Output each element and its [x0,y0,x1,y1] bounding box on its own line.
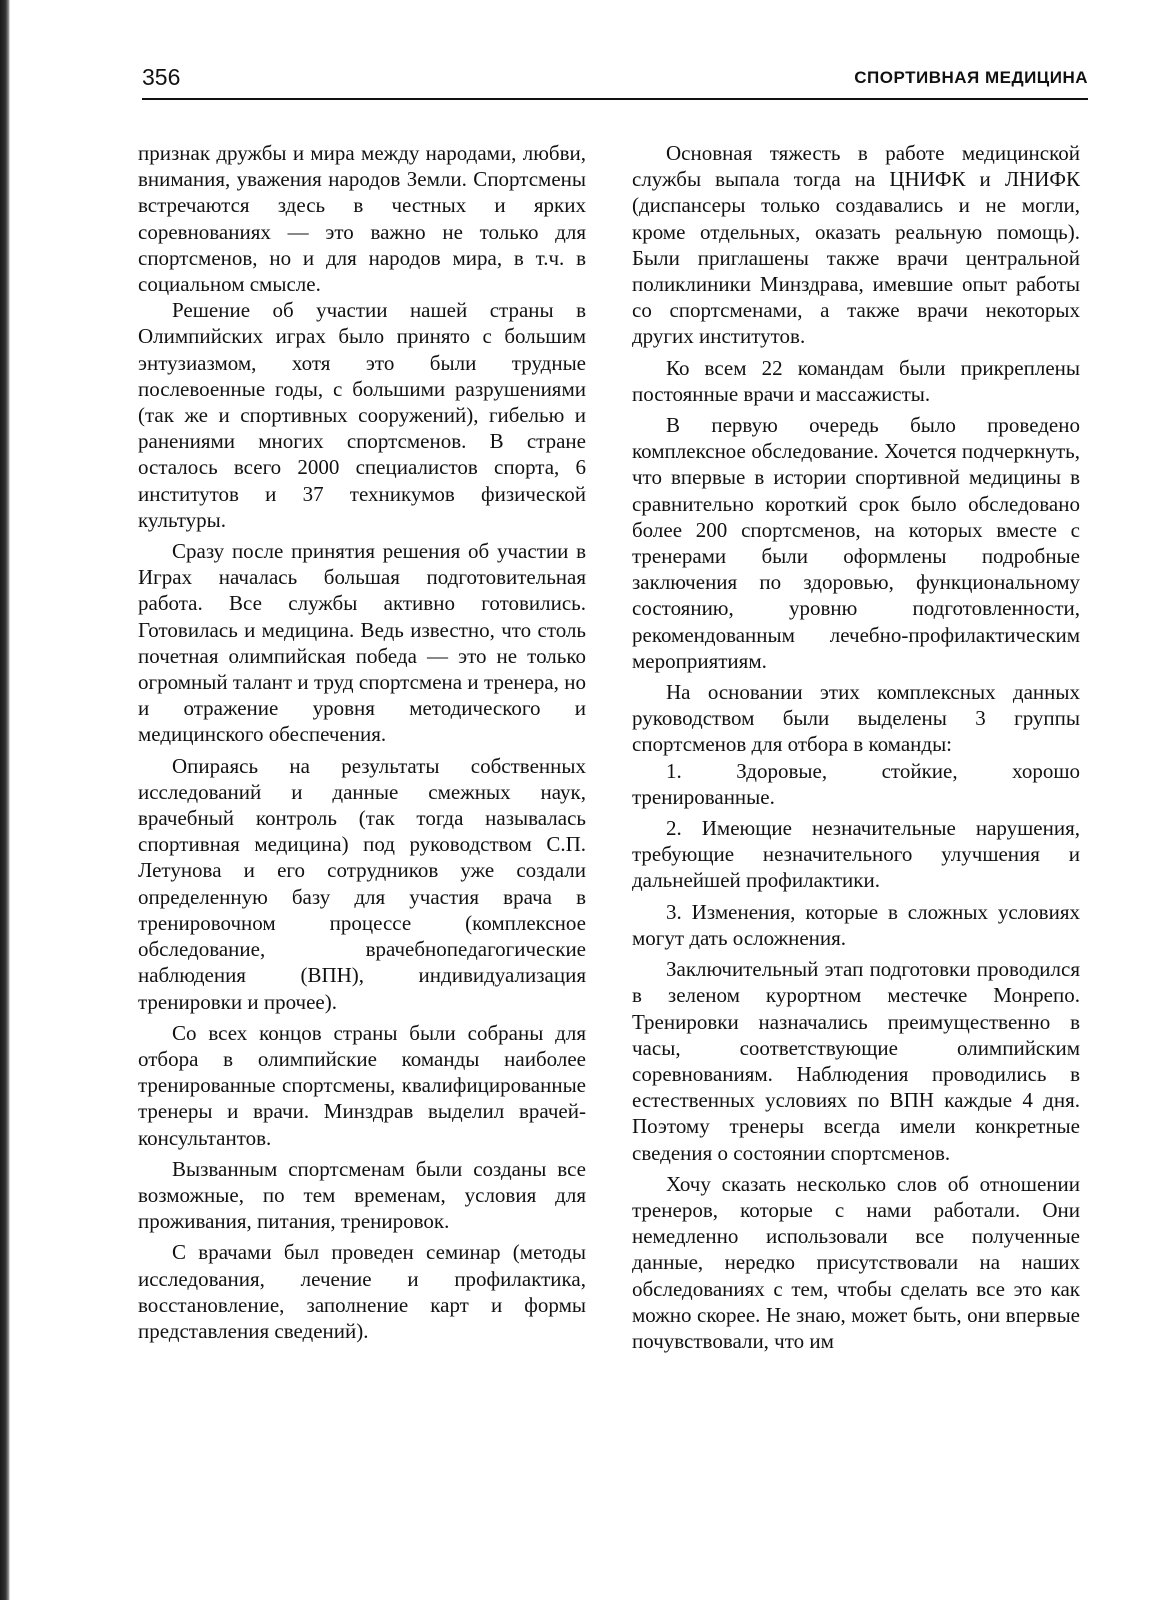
paragraph: Решение об участии нашей страны в Олимпийских играх было принято с большим энтузиазмом, хотя это были трудные послевоенные годы, с большими разрушениями (так же и спортивных сооружений), гибелью и ранениями многих спортсменов. В стране осталось всего 2000 специалистов спорта, 6 институтов и 37 техникумов физической культуры. [138,298,586,532]
paragraph: Со всех концов страны были собраны для отбора в олимпийские команды наиболее тренированные спортсмены, квалифицированные тренеры и врачи. Минздрав выделил врачей-консультантов. [138,1020,586,1150]
paragraph: Заключительный этап подготовки проводился в зеленом курортном местечке Монрепо. Тренировки назначались преимущественно в часы, соответствующие олимпийским соревнованиям. Наблюдения проводились в естественных условиях по ВПН каждые 4 дня. Поэтому тренеры всегда имели конкретные сведения о состоянии спортсменов. [632,957,1080,1165]
list-item: 3. Изменения, которые в сложных условиях могут дать осложнения. [632,899,1080,950]
paragraph: Ко всем 22 командам были прикреплены постоянные врачи и массажисты. [632,355,1080,406]
paragraph: Сразу после принятия решения об участии в Играх началась большая подготовительная работа. Все службы активно готовились. Готовилась и медицина. Ведь известно, что столь почетная олимпийская победа — это не только огромный талант и труд спортсмена и тренера, но и отражение уровня методического и медицинского обеспечения. [138,539,586,747]
paragraph: признак дружбы и мира между народами, любви, внимания, уважения народов Земли. Спортсмены встречаются здесь в честных и ярких соревнованиях — это важно не только для спортсменов, но и для народов мира, в т.ч. в социальном смысле. [138,141,586,297]
list-item: 1. Здоровые, стойкие, хорошо тренированные. [632,758,1080,809]
left-column [138,140,586,1344]
paragraph: На основании этих комплексных данных руководством были выделены 3 группы спортсменов для отбора в команды: [632,680,1080,757]
paragraph: Вызванным спортсменам были созданы все возможные, по тем временам, условия для проживания, питания, тренировок. [138,1156,586,1234]
paragraph: Опираясь на результаты собственных исследований и данные смежных наук, врачебный контроль (так тогда называлась спортивная медицина) под руководством С.П. Летунова и его сотрудников уже создали определенную базу для участия врача в тренировочном процессе (комплексное обследование, врачебнопедагогические наблюдения (ВПН), индивидуализация тренировки и прочее). [138,753,586,1014]
paragraph: В первую очередь было проведено комплексное обследование. Хочется подчеркнуть, что впервые в истории спортивной медицины в сравнительно короткий срок было обследовано более 200 спортсменов, на которых вместе с тренерами были оформлены подробные заключения по здоровью, функциональному состоянию, уровню подготовленности, рекомендованным лечебно-профилактическим мероприятиям. [632,413,1080,673]
book-spine-shadow [0,0,10,1600]
paragraph: С врачами был проведен семинар (методы исследования, лечение и профилактика, восстановление, заполнение карт и формы представления сведений). [138,1240,586,1343]
paragraph: Хочу сказать несколько слов об отношении тренеров, которые с нами работали. Они немедленно использовали все полученные данные, нередко присутствовали на наших обследованиях с тем, чтобы сделать все это как можно скорее. Не знаю, может быть, они впервые почувствовали, что им [632,1171,1080,1353]
list-item: 2. Имеющие незначительные нарушения, требующие незначительного улучшения и дальнейшей профилактики. [632,816,1080,893]
running-title: СПОРТИВНАЯ МЕДИЦИНА [854,68,1088,87]
page-number: 356 [142,64,181,90]
page-header [142,62,1088,100]
right-column [632,140,1080,1354]
paragraph: Основная тяжесть в работе медицинской службы выпала тогда на ЦНИФК и ЛНИФК (диспансеры только создавались и не могли, кроме отдельных, оказать реальную помощь). Были приглашены также врачи центральной поликлиники Минздрава, имевшие опыт работы со спортсменами, а также врачи некоторых других институтов. [632,141,1080,349]
